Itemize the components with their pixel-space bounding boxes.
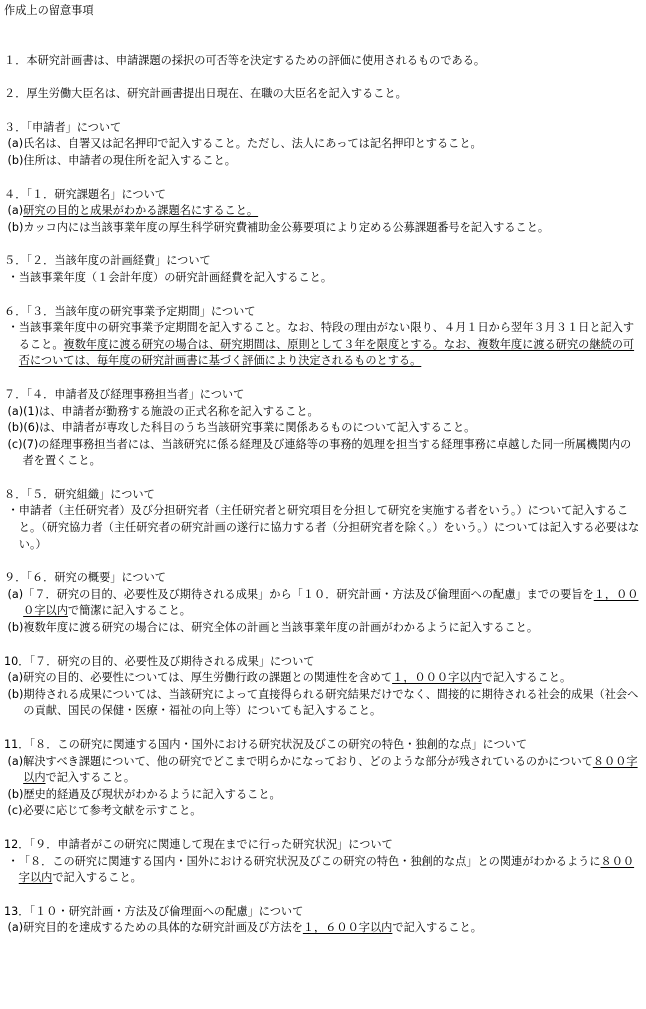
- section: [4, 904, 642, 937]
- item-marker: (a): [4, 587, 24, 601]
- text-segment: で簡潔に記入すること。: [67, 604, 191, 618]
- list-item: [4, 420, 642, 437]
- item-marker: (b): [4, 153, 24, 167]
- text-segment: 申請者（主任研究者）及び分担研究者（主任研究者と研究項目を分担して研究を実施する者をいう。）について記入すること。（研究協力者（主任研究者の研究計画の遂行に協力する者（分担研究者を除く。）をいう。）については記入する必要はない。）: [18, 504, 640, 551]
- text-segment: 期待される成果については、当該研究によって直接得られる研究結果だけでなく、間接的に期待される社会的成果（社会への貢献、国民の保健・医療・福祉の向上等）についても記入すること。: [23, 687, 639, 718]
- list-item: [4, 320, 642, 370]
- item-text: [23, 620, 642, 637]
- list-item: [4, 136, 642, 153]
- item-marker: (a): [4, 921, 24, 935]
- text-segment: 研究目的を達成するための具体的な研究計画及び方法を: [23, 921, 303, 935]
- section: [4, 570, 642, 636]
- text-segment: (6)は、申請者が専攻した科目のうち当該研究事業に関係あるものについて記入すること。: [23, 421, 476, 435]
- item-text: [23, 404, 642, 421]
- underlined-text: １，０００字以内: [392, 671, 482, 685]
- text-segment: 歴史的経過及び現状がわかるように記入すること。: [23, 787, 281, 801]
- text-segment: (7)の経理事務担当者には、当該研究に係る経理及び連絡等の事務的処理を担当する経理事務に卓越した同一所属機関内の者を置くこと。: [22, 437, 632, 468]
- list-item: [4, 503, 642, 553]
- section: [4, 187, 642, 237]
- item-text: [23, 787, 642, 804]
- list-item: [4, 220, 642, 237]
- list-item: [4, 920, 642, 937]
- section: [4, 387, 642, 470]
- section-heading: ３．「申請者」について: [4, 120, 122, 134]
- document: [4, 3, 642, 954]
- underlined-text: 複数年度に渡る研究の場合は、研究期間は、原則として３年を限度とする。なお、複数年度に渡る研究の継続の可否については、毎年度の研究計画書に基づく評価により決定されるものとする。: [18, 337, 635, 368]
- item-text: [23, 203, 642, 220]
- item-text: [19, 320, 642, 370]
- section: [4, 253, 642, 286]
- text-segment: で記入すること。: [52, 871, 142, 885]
- item-text: [19, 270, 642, 287]
- item-marker: ・: [4, 321, 19, 335]
- item-text: [19, 503, 642, 553]
- section: [4, 837, 642, 887]
- item-marker: (a): [4, 404, 24, 418]
- item-text: [23, 687, 642, 720]
- list-item: [4, 587, 642, 620]
- list-item: [4, 854, 642, 887]
- text-segment: (1)は、申請者が勤務する施設の正式名称を記入すること。: [23, 404, 319, 418]
- underlined-text: ８００字以内: [23, 754, 638, 785]
- item-marker: ・: [4, 270, 19, 284]
- item-marker: (b): [4, 421, 24, 435]
- section-heading: 13．「１０・研究計画・方法及び倫理面への配慮」について: [4, 904, 304, 918]
- item-text: [23, 754, 642, 787]
- text-segment: 氏名は、自署又は記名押印で記入すること。ただし、法人にあっては記名押印とすること。: [23, 137, 482, 151]
- text-segment: 「８．この研究に関連する国内・国外における研究状況及びこの研究の特色・独創的な点」との関連がわかるように: [18, 854, 601, 868]
- section-heading: ８．「５．研究組織」について: [4, 487, 155, 501]
- text-segment: 解決すべき課題について、他の研究でどこまで明らかになっており、どのような部分が残されているのかについて: [23, 754, 593, 768]
- underlined-text: 研究の目的と成果がわかる課題名にすること。: [23, 204, 259, 218]
- item-marker: (b): [4, 787, 24, 801]
- text-segment: カッコ内には当該事業年度の厚生科学研究費補助金公募要項により定める公募課題番号を記入すること。: [23, 220, 550, 234]
- text-segment: 当該事業年度中の研究事業予定期間を記入すること。なお、特段の理由がない限り、４月１日から翌年３月３１日と記入すること。: [18, 321, 635, 351]
- item-marker: (a): [4, 671, 24, 685]
- text-segment: 研究の目的、必要性については、厚生労働行政の課題との関連性を含めて: [23, 671, 393, 685]
- text-segment: 「７．研究の目的、必要性及び期待される成果」から「１０．研究計画・方法及び倫理面への配慮」までの要旨を: [23, 587, 594, 601]
- text-segment: で記入すること。: [392, 921, 482, 935]
- list-item: [4, 754, 642, 787]
- item-text: [23, 587, 642, 620]
- item-marker: (b): [4, 220, 24, 234]
- item-marker: ・: [4, 504, 19, 518]
- section: [4, 487, 642, 553]
- list-item: [4, 687, 642, 720]
- item-marker: (a): [4, 204, 24, 218]
- document-title: 作成上の留意事項: [4, 4, 94, 17]
- text-segment: 複数年度に渡る研究の場合には、研究全体の計画と当該事業年度の計画がわかるように記入すること。: [23, 621, 539, 635]
- item-text: [22, 437, 642, 470]
- section: [4, 737, 642, 820]
- section: [4, 304, 642, 370]
- item-marker: (a): [4, 137, 24, 151]
- list-item: [4, 803, 642, 820]
- text-segment: で記入すること。: [481, 671, 572, 685]
- sections-list: [4, 53, 642, 937]
- item-marker: (a): [4, 754, 24, 768]
- section-heading: ７．「４．申請者及び経理事務担当者」について: [4, 387, 245, 401]
- item-text: [23, 920, 642, 937]
- section: [4, 654, 642, 720]
- item-marker: ・: [4, 854, 19, 868]
- item-text: [22, 803, 642, 820]
- list-item: [4, 670, 642, 687]
- section-heading: ９．「６．研究の概要」について: [4, 571, 166, 585]
- section: [4, 53, 642, 70]
- text-segment: で記入すること。: [45, 771, 136, 785]
- section-heading: ５．「２．当該年度の計画経費」について: [4, 254, 211, 268]
- section-heading: 10．「７．研究の目的、必要性及び期待される成果」について: [4, 654, 315, 668]
- section-heading: １．本研究計画書は、申請課題の採択の可否等を決定するための評価に使用されるものである。: [4, 53, 486, 67]
- section-heading: 12．「９．申請者がこの研究に関連して現在までに行った研究状況」について: [4, 837, 393, 851]
- item-text: [23, 420, 642, 437]
- item-marker: (c): [4, 437, 23, 451]
- section-heading: 11．「８．この研究に関連する国内・国外における研究状況及びこの研究の特色・独創的な点」について: [4, 738, 528, 751]
- section-heading: ４．「１．研究課題名」について: [4, 187, 166, 201]
- item-text: [23, 136, 642, 153]
- section-heading: ２．厚生労働大臣名は、研究計画書提出日現在、在職の大臣名を記入すること。: [4, 87, 407, 101]
- item-text: [23, 153, 642, 170]
- item-marker: (b): [4, 687, 24, 701]
- list-item: [4, 404, 642, 421]
- item-text: [23, 220, 642, 237]
- item-marker: (c): [4, 804, 23, 818]
- text-segment: 当該事業年度（１会計年度）の研究計画経費を記入すること。: [18, 270, 333, 284]
- item-text: [23, 670, 642, 687]
- underlined-text: １，０００字以内: [23, 587, 639, 618]
- list-item: [4, 620, 642, 637]
- text-segment: 住所は、申請者の現住所を記入すること。: [23, 153, 236, 167]
- underlined-text: １，６００字以内: [302, 921, 393, 935]
- section-heading: ６．「３．当該年度の研究事業予定期間」について: [4, 304, 256, 318]
- list-item: [4, 270, 642, 287]
- text-segment: 必要に応じて参考文献を示すこと。: [22, 804, 202, 818]
- item-marker: (b): [4, 621, 24, 635]
- item-text: [19, 854, 642, 887]
- list-item: [4, 153, 642, 170]
- list-item: [4, 787, 642, 804]
- section: [4, 86, 642, 103]
- list-item: [4, 203, 642, 220]
- underlined-text: ８００字以内: [18, 854, 635, 885]
- section: [4, 120, 642, 170]
- list-item: [4, 437, 642, 470]
